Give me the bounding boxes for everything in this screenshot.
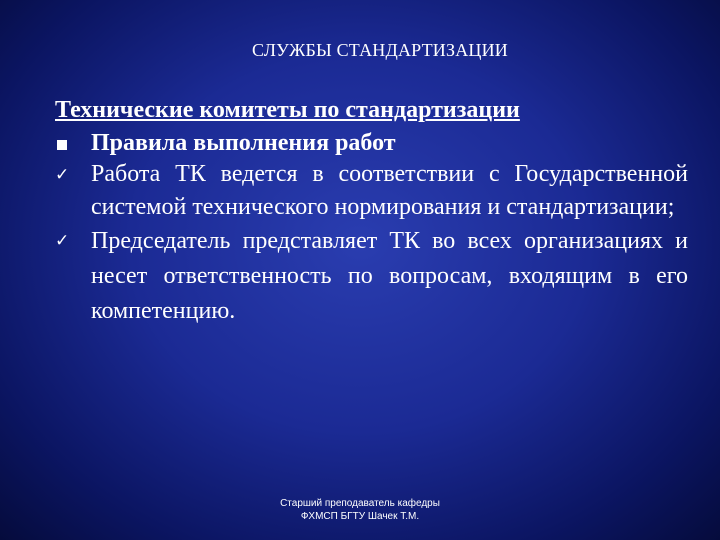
list-item-text: Правила выполнения работ — [91, 130, 396, 156]
list-item — [55, 224, 688, 329]
square-bullet-icon — [55, 128, 75, 158]
slide-title: СЛУЖБЫ СТАНДАРТИЗАЦИИ — [252, 40, 508, 60]
footer-line: Старший преподаватель кафедры — [280, 498, 440, 509]
section-heading: Технические комитеты по стандартизации — [55, 97, 520, 123]
list-item — [55, 158, 688, 224]
checkmark-icon: ✓ — [55, 231, 70, 251]
slide-body — [55, 94, 688, 329]
footer-line: ФХМСП БГТУ Шачек Т.М. — [300, 511, 420, 522]
slide-footer — [250, 497, 470, 523]
list-item-text: Работа ТК ведется в соответствии с Государственной системой технического нормирования и стандартизации; — [91, 161, 688, 220]
checkmark-icon: ✓ — [55, 165, 70, 185]
list-item-text: Председатель представляет ТК во всех организациях и несет ответственность по вопросам, входящим в его компетенцию. — [91, 228, 688, 324]
list-item — [55, 128, 688, 158]
